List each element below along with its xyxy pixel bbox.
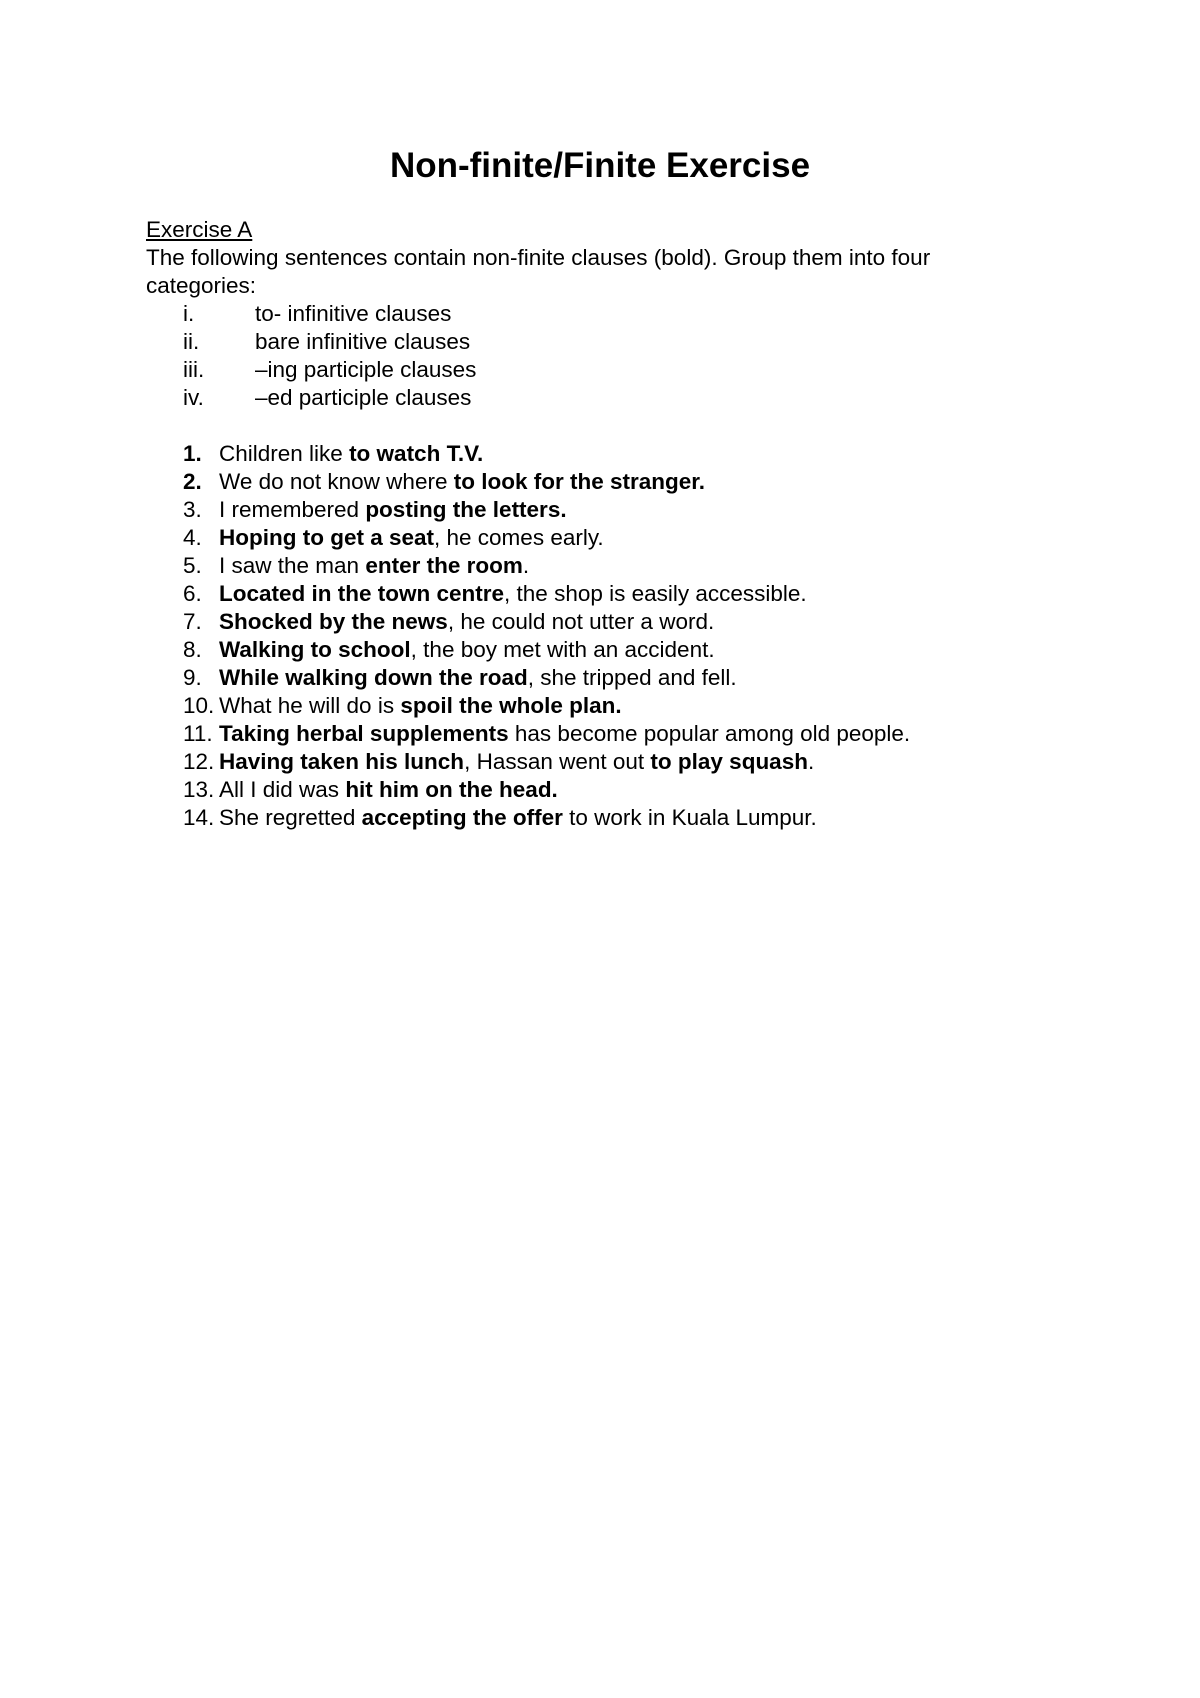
sentence-item [146,440,1046,468]
sentence-fragment: She regretted [219,805,362,830]
sentence-item [146,720,1046,748]
exercise-instruction: The following sentences contain non-finite clauses (bold). Group them into four categories: [146,245,931,298]
non-finite-clause: While walking down the road [219,665,528,690]
non-finite-clause: Hoping to get a seat [219,525,435,550]
non-finite-clause: Taking herbal supplements [219,721,509,746]
non-finite-clause: accepting the offer [361,805,563,830]
sentence-number: 13. [183,777,215,802]
sentence-fragment: has become popular among old people. [508,721,911,746]
sentence-item [146,804,1046,832]
sentence-number: 6. [183,581,202,606]
sentence-text [219,496,567,524]
category-numeral: iii. [183,357,205,382]
sentence-item [146,748,1046,776]
sentence-text [219,748,814,776]
category-item [146,300,1046,328]
sentence-number: 14. [183,805,215,830]
sentence-number: 7. [183,609,202,634]
sentence-fragment: , she tripped and fell. [527,665,737,690]
sentence-number: 10. [183,693,215,718]
non-finite-clause: enter the room [365,553,523,578]
non-finite-clause: Walking to school [219,637,411,662]
sentence-number: 5. [183,553,202,578]
sentence-fragment: , he could not utter a word. [447,609,715,634]
sentence-number: 8. [183,637,202,662]
non-finite-clause: to play squash [650,749,808,774]
category-label: –ed participle clauses [255,385,472,410]
sentence-number: 1. [183,441,202,466]
sentence-number: 4. [183,525,202,550]
category-numeral: ii. [183,329,200,354]
category-numeral: i. [183,301,195,326]
sentence-fragment: I remembered [219,497,366,522]
sentence-text [219,524,604,552]
non-finite-clause: Located in the town centre [219,581,505,606]
category-item [146,384,1046,412]
sentence-text [219,776,558,804]
non-finite-clause: spoil the whole plan. [400,693,622,718]
sentence-fragment: Children like [219,441,350,466]
sentence-item [146,524,1046,552]
category-numeral: iv. [183,385,204,410]
sentence-number: 11. [183,721,213,746]
sentence-fragment: to work in Kuala Lumpur. [562,805,817,830]
sentence-fragment: . [807,749,815,774]
sentence-number: 9. [183,665,202,690]
sentence-fragment: . [522,553,530,578]
sentence-number: 3. [183,497,202,522]
non-finite-clause: Shocked by the news [219,609,448,634]
category-label: to- infinitive clauses [255,301,452,326]
sentence-item [146,636,1046,664]
sentence-text [219,552,529,580]
sentence-item [146,552,1046,580]
exercise-heading: Exercise A [146,217,253,242]
category-item [146,356,1046,384]
non-finite-clause: posting the letters. [365,497,567,522]
category-label: –ing participle clauses [255,357,477,382]
category-list [146,300,1046,412]
sentence-text [219,440,483,468]
sentence-item [146,496,1046,524]
sentence-text [219,720,910,748]
sentence-item [146,776,1046,804]
sentence-item [146,664,1046,692]
sentence-fragment: All I did was [219,777,346,802]
sentence-text [219,580,807,608]
sentence-fragment: We do not know where [219,469,454,494]
non-finite-clause: to watch T.V. [349,441,484,466]
category-label: bare infinitive clauses [255,329,471,354]
exercise-section [146,216,1046,832]
sentence-fragment: I saw the man [219,553,366,578]
sentence-text [219,692,622,720]
sentence-item [146,692,1046,720]
sentence-text [219,804,817,832]
non-finite-clause: hit him on the head. [345,777,558,802]
sentence-fragment: , Hassan went out [464,749,651,774]
page-title: Non-finite/Finite Exercise [389,146,811,185]
sentence-fragment: , the shop is easily accessible. [504,581,807,606]
sentence-list [146,440,1046,832]
sentence-item [146,608,1046,636]
sentence-fragment: , the boy met with an accident. [410,637,715,662]
sentence-text [219,636,715,664]
category-item [146,328,1046,356]
sentence-item [146,580,1046,608]
non-finite-clause: to look for the stranger. [453,469,705,494]
sentence-fragment: What he will do is [219,693,401,718]
sentence-fragment: , he comes early. [434,525,604,550]
sentence-number: 2. [183,469,202,494]
sentence-text [219,468,705,496]
sentence-number: 12. [183,749,215,774]
non-finite-clause: Having taken his lunch [219,749,465,774]
sentence-text [219,608,714,636]
sentence-item [146,468,1046,496]
sentence-text [219,664,737,692]
